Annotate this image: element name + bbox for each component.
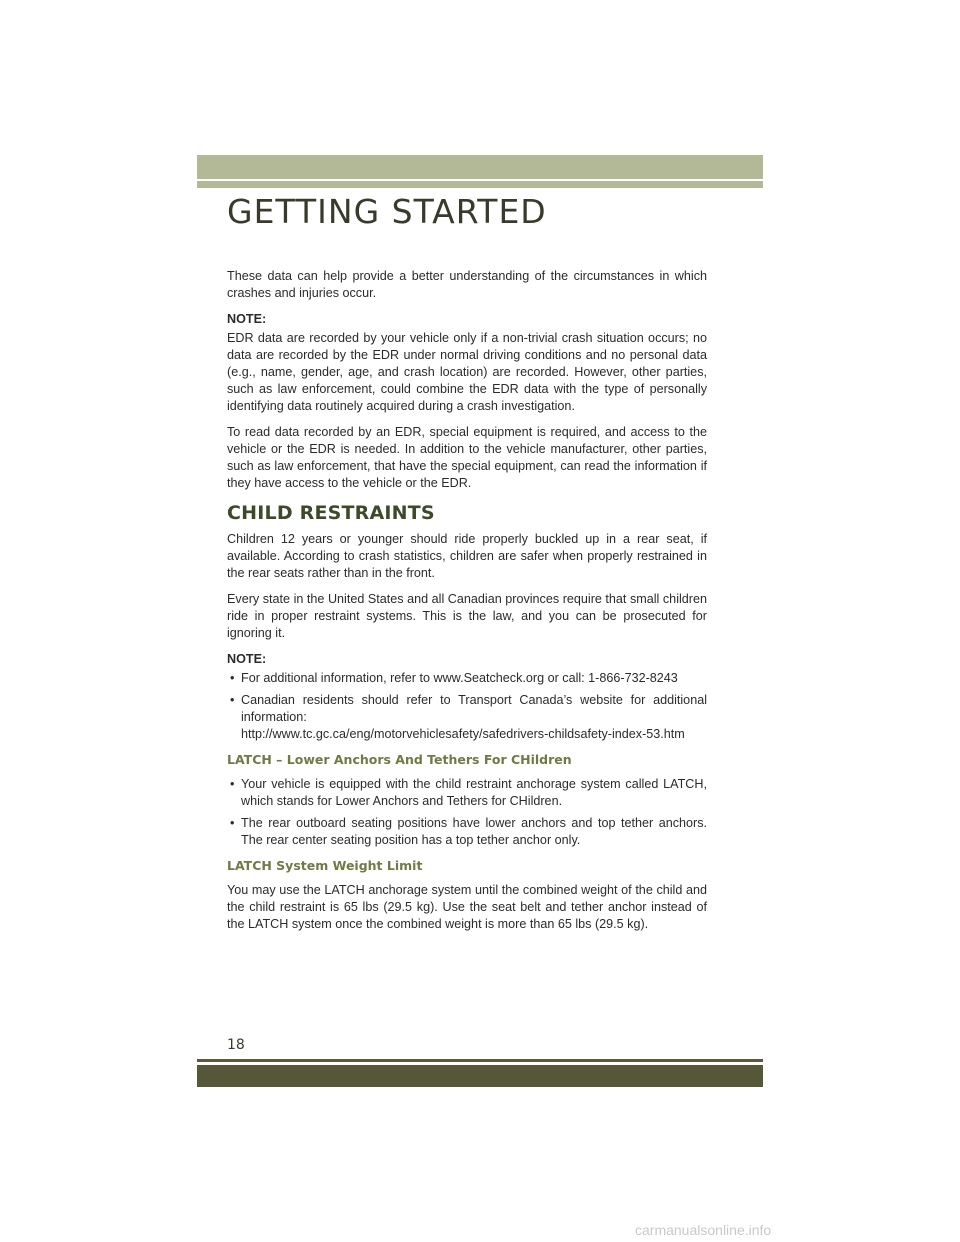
- latch-list: [227, 776, 707, 849]
- note-label: NOTE:: [227, 312, 267, 326]
- note-list: [227, 670, 707, 743]
- section-title: GETTING STARTED: [227, 192, 547, 231]
- bullet-icon: •: [230, 777, 235, 791]
- header-bar-thin: [197, 181, 763, 188]
- bullet-icon: •: [230, 693, 235, 707]
- note-item-seatcheck: For additional information, refer to www.Seatcheck.org or call: 1-866-732-8243: [241, 671, 678, 685]
- latch-item-positions: The rear outboard seating positions have lower anchors and top tether anchors. The rear center seating position has a top tether anchor only.: [241, 816, 707, 847]
- page-number: 18: [227, 1037, 245, 1053]
- note-label-2: NOTE:: [227, 652, 267, 666]
- heading-latch: LATCH – Lower Anchors And Tethers For CHildren: [227, 752, 572, 767]
- transport-canada-link[interactable]: http://www.tc.gc.ca/eng/motorvehiclesafety/safedrivers-childsafety-index-53.htm: [241, 727, 685, 741]
- heading-latch-weight-limit: LATCH System Weight Limit: [227, 858, 423, 873]
- bullet-icon: •: [230, 671, 235, 685]
- latch-item-anchorage: Your vehicle is equipped with the child restraint anchorage system called LATCH, which stands for Lower Anchors and Tethers for CHildren.: [241, 777, 707, 808]
- list-item: [227, 692, 707, 743]
- paragraph-restraint-law: Every state in the United States and all Canadian provinces require that small children ride in proper restraint systems. This is the law, and you can be prosecuted for ignoring it.: [227, 592, 707, 640]
- paragraph-weight-limit: You may use the LATCH anchorage system until the combined weight of the child and the child restraint is 65 lbs (29.5 kg). Use the seat belt and tether anchor instead of the LATCH system once the combined weight is more than 65 lbs (29.5 kg).: [227, 883, 707, 931]
- list-item: [227, 776, 707, 810]
- note-item-transport-canada: Canadian residents should refer to Transport Canada’s website for additional information:: [241, 693, 707, 724]
- paragraph-edr-reading: To read data recorded by an EDR, special equipment is required, and access to the vehicle or the EDR is needed. In addition to the vehicle manufacturer, other parties, such as law enforcement, that have the special equipment, can read the information if they have access to the vehicle or the EDR.: [227, 425, 707, 490]
- watermark: carmanualsonline.info: [635, 1222, 772, 1238]
- list-item: [227, 670, 707, 687]
- paragraph-children-rear-seat: Children 12 years or younger should ride properly buckled up in a rear seat, if available. According to crash statistics, children are safer when properly restrained in the rear seats rather than in the front.: [227, 532, 707, 580]
- footer-bar-thin: [197, 1059, 763, 1062]
- list-item: [227, 815, 707, 849]
- footer-bar: [197, 1065, 763, 1087]
- note-edr-recording: EDR data are recorded by your vehicle only if a non-trivial crash situation occurs; no data are recorded by the EDR under normal driving conditions and no personal data (e.g., name, gender, age, and crash location) are recorded. However, other parties, such as law enforcement, could combine the EDR data with the type of personally identifying data routinely acquired during a crash investigation.: [227, 331, 707, 413]
- heading-child-restraints: CHILD RESTRAINTS: [227, 502, 435, 524]
- paragraph-edr-understanding: These data can help provide a better understanding of the circumstances in which crashes and injuries occur.: [227, 269, 707, 300]
- bullet-icon: •: [230, 816, 235, 830]
- page-content: [227, 268, 707, 942]
- header-bar: [197, 155, 763, 179]
